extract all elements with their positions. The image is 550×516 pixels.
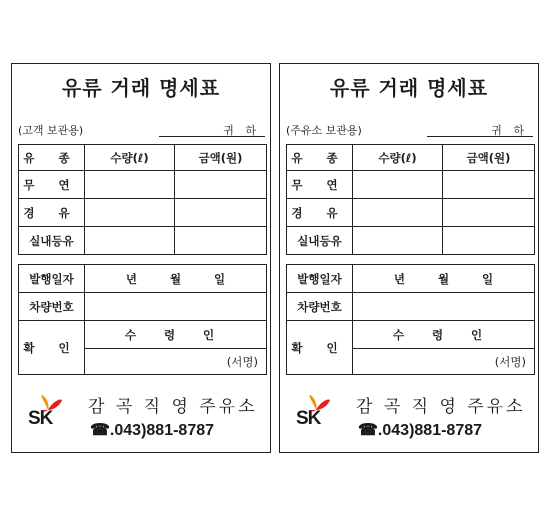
header-amount: 금액(원) [443,145,535,171]
logo-text: SK [296,408,321,429]
table-row [19,227,267,255]
table-row [287,171,535,199]
customer-copy-slip [11,63,271,453]
header-fuel-type: 유 종 [19,145,85,171]
signature-field[interactable] [85,349,267,375]
quantity-cell[interactable] [85,171,175,199]
info-table [18,264,267,375]
issue-date-field[interactable] [353,265,535,293]
year-label: 년 [125,271,138,286]
day-label: 일 [481,271,494,286]
phone-number: ☎.043)881-8787 [90,422,215,439]
amount-cell[interactable] [443,199,535,227]
table-row [19,171,267,199]
vehicle-number-field[interactable] [85,293,267,321]
quantity-cell[interactable] [353,227,443,255]
header-quantity: 수량(ℓ) [85,145,175,171]
issue-date-field[interactable] [85,265,267,293]
station-name: 감 곡 직 영 주유소 [356,397,526,417]
fuel-table [18,144,267,255]
receiver-label: 수 령 인 [85,321,267,349]
issue-date-label: 발행일자 [287,265,353,293]
recipient-suffix: 귀 하 [223,124,260,137]
amount-cell[interactable] [175,227,267,255]
copy-label: (고객 보관용) [18,124,84,137]
confirm-label: 확 인 [19,321,85,375]
receiver-label: 수 령 인 [353,321,535,349]
day-label: 일 [213,271,226,286]
slip-title: 유류 거래 명세표 [329,76,489,100]
sk-logo [294,394,336,434]
slip-title: 유류 거래 명세표 [61,76,221,100]
quantity-cell[interactable] [85,227,175,255]
year-label: 년 [393,271,406,286]
row-label-diesel: 경 유 [19,199,85,227]
issue-date-label: 발행일자 [19,265,85,293]
vehicle-number-field[interactable] [353,293,535,321]
table-row [287,199,535,227]
quantity-cell[interactable] [353,199,443,227]
row-label-unleaded: 무 연 [19,171,85,199]
vehicle-number-label: 차량번호 [19,293,85,321]
table-row [287,227,535,255]
signature-label: (서명) [494,354,526,369]
header-quantity: 수량(ℓ) [353,145,443,171]
row-label-unleaded: 무 연 [287,171,353,199]
station-copy-slip [279,63,539,453]
station-footer [280,374,538,444]
sk-logo [26,394,68,434]
info-table [286,264,535,375]
station-footer [12,374,270,444]
month-label: 월 [169,271,182,286]
signature-label: (서명) [226,354,258,369]
confirm-label: 확 인 [287,321,353,375]
copy-label: (주유소 보관용) [286,124,362,137]
recipient-suffix: 귀 하 [491,124,528,137]
amount-cell[interactable] [175,199,267,227]
header-fuel-type: 유 종 [287,145,353,171]
row-label-diesel: 경 유 [287,199,353,227]
phone-number: ☎.043)881-8787 [358,422,483,439]
amount-cell[interactable] [443,227,535,255]
row-label-kerosene: 실내등유 [19,227,85,255]
station-name: 감 곡 직 영 주유소 [88,397,258,417]
table-row [19,199,267,227]
quantity-cell[interactable] [85,199,175,227]
quantity-cell[interactable] [353,171,443,199]
header-amount: 금액(원) [175,145,267,171]
row-label-kerosene: 실내등유 [287,227,353,255]
fuel-table [286,144,535,255]
logo-text: SK [28,408,53,429]
amount-cell[interactable] [175,171,267,199]
amount-cell[interactable] [443,171,535,199]
vehicle-number-label: 차량번호 [287,293,353,321]
signature-field[interactable] [353,349,535,375]
month-label: 월 [437,271,450,286]
